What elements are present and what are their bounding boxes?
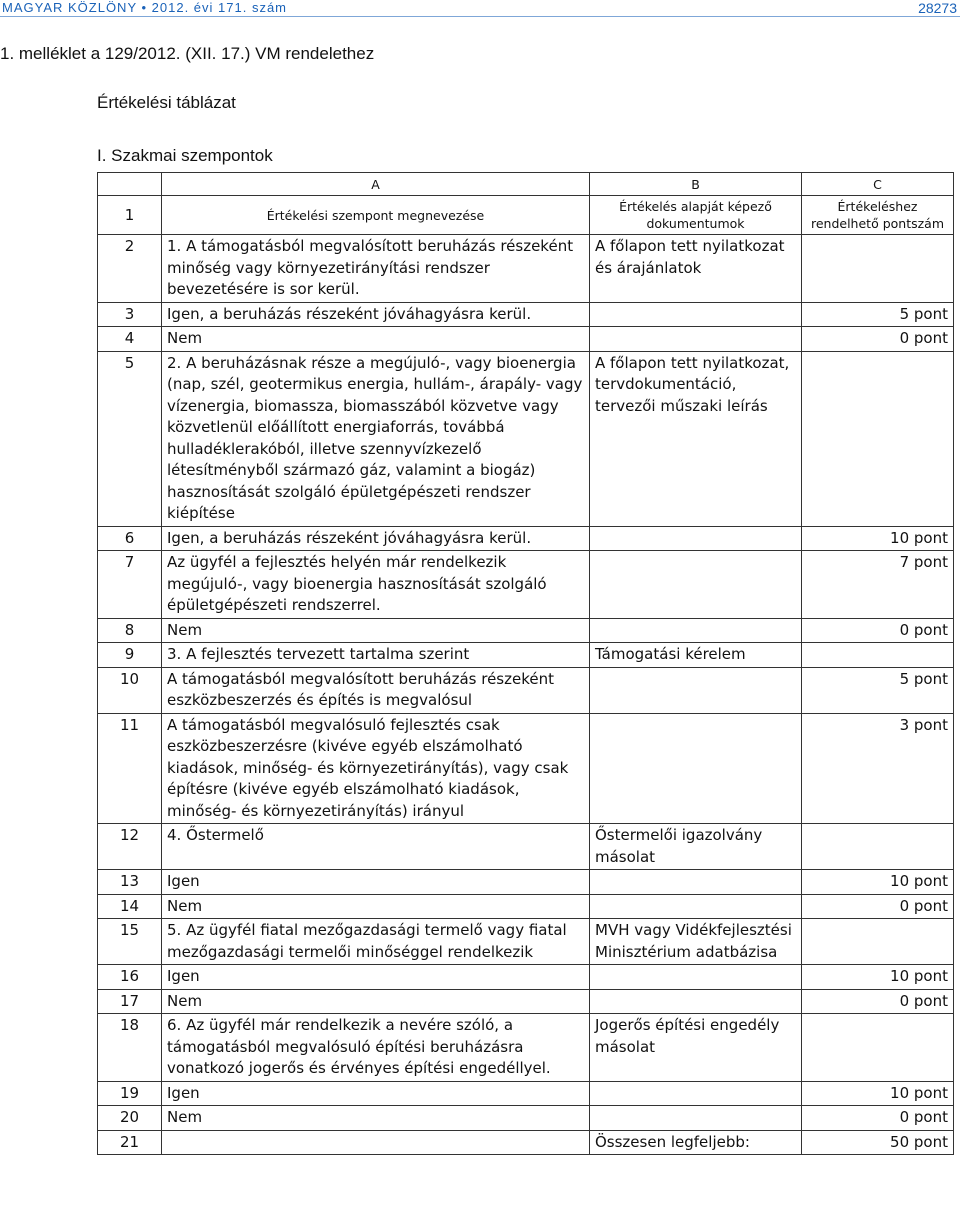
score-cell: [802, 235, 954, 303]
row-number: 10: [98, 667, 162, 713]
header-documents: Értékelés alapját képező dokumentumok: [590, 196, 802, 235]
documents-cell: A főlapon tett nyilatkozat, tervdokumentáció, tervezői műszaki leírás: [590, 351, 802, 526]
score-cell: 10 pont: [802, 870, 954, 895]
row-number: 2: [98, 235, 162, 303]
criterion-cell: 4. Őstermelő: [162, 824, 590, 870]
documents-cell: [590, 618, 802, 643]
table-row: [98, 1106, 954, 1131]
score-cell: [802, 824, 954, 870]
row-number: 16: [98, 965, 162, 990]
score-cell: 0 pont: [802, 618, 954, 643]
table-row: [98, 551, 954, 619]
documents-cell: Támogatási kérelem: [590, 643, 802, 668]
criterion-cell: [162, 1130, 590, 1155]
page-number: 28273: [918, 0, 957, 16]
table-row: [98, 965, 954, 990]
table-row: [98, 989, 954, 1014]
table-row: [98, 824, 954, 870]
row-number: 3: [98, 302, 162, 327]
score-cell: 0 pont: [802, 894, 954, 919]
column-letter-row: [98, 173, 954, 196]
header-criterion: Értékelési szempont megnevezése: [162, 196, 590, 235]
documents-cell: A főlapon tett nyilatkozat és árajánlatok: [590, 235, 802, 303]
table-row: [98, 919, 954, 965]
documents-cell: Őstermelői igazolvány másolat: [590, 824, 802, 870]
score-cell: 7 pont: [802, 551, 954, 619]
documents-cell: [590, 302, 802, 327]
criterion-cell: Igen, a beruházás részeként jóváhagyásra kerül.: [162, 526, 590, 551]
documents-cell: Összesen legfeljebb:: [590, 1130, 802, 1155]
row-number: 19: [98, 1081, 162, 1106]
row-number: 18: [98, 1014, 162, 1082]
score-cell: 5 pont: [802, 667, 954, 713]
score-cell: 10 pont: [802, 526, 954, 551]
criterion-cell: A támogatásból megvalósuló fejlesztés csak eszközbeszerzésre (kivéve egyéb elszámolható kiadások, minőség- és környezetirányítás), vagy csak építésre (kivéve egyéb elszámolható kiadások, minőség- és környezetirányítás) irányul: [162, 713, 590, 824]
row-number: 4: [98, 327, 162, 352]
table-row: [98, 302, 954, 327]
criterion-cell: Igen: [162, 1081, 590, 1106]
table-row: [98, 870, 954, 895]
criterion-cell: 1. A támogatásból megvalósított beruházás részeként minőség vagy környezetirányítási rendszer bevezetésére is sor kerül.: [162, 235, 590, 303]
score-cell: [802, 919, 954, 965]
row-number: 14: [98, 894, 162, 919]
column-letter-a: A: [162, 173, 590, 196]
criterion-cell: Nem: [162, 1106, 590, 1131]
page-header: [0, 0, 960, 14]
documents-cell: [590, 989, 802, 1014]
table-row: [98, 351, 954, 526]
criterion-cell: Nem: [162, 989, 590, 1014]
documents-cell: [590, 1106, 802, 1131]
empty-corner-cell: [98, 173, 162, 196]
criterion-cell: Igen, a beruházás részeként jóváhagyásra kerül.: [162, 302, 590, 327]
criterion-cell: 6. Az ügyfél már rendelkezik a nevére szóló, a támogatásból megvalósuló építési beruházásra vonatkozó jogerős és érvényes építési engedéllyel.: [162, 1014, 590, 1082]
evaluation-table: [97, 172, 954, 1155]
documents-cell: [590, 327, 802, 352]
documents-cell: Jogerős építési engedély másolat: [590, 1014, 802, 1082]
score-cell: 0 pont: [802, 1106, 954, 1131]
row-number: 1: [98, 196, 162, 235]
documents-cell: [590, 526, 802, 551]
header-score: Értékeléshez rendelhető pontszám: [802, 196, 954, 235]
score-cell: 0 pont: [802, 327, 954, 352]
documents-cell: [590, 894, 802, 919]
column-header-row: [98, 196, 954, 235]
score-cell: 5 pont: [802, 302, 954, 327]
row-number: 9: [98, 643, 162, 668]
row-number: 7: [98, 551, 162, 619]
criterion-cell: 2. A beruházásnak része a megújuló-, vagy bioenergia (nap, szél, geotermikus energia, hullám-, árapály- vagy vízenergia, biomassza, biomasszából közvetve vagy közvetlenül előállított energiaforrás, továbbá hulladéklerakóból, illetve szennyvízkezelő létesítményből származó gáz, valamint a biogáz) hasznosítását szolgáló épületgépészeti rendszer kiépítése: [162, 351, 590, 526]
criterion-cell: 3. A fejlesztés tervezett tartalma szerint: [162, 643, 590, 668]
table-row: [98, 235, 954, 303]
table-row: [98, 526, 954, 551]
table-row: [98, 1014, 954, 1082]
documents-cell: [590, 870, 802, 895]
score-cell: [802, 643, 954, 668]
table-row: [98, 643, 954, 668]
header-rule: [0, 16, 960, 17]
documents-cell: [590, 551, 802, 619]
score-cell: 3 pont: [802, 713, 954, 824]
criterion-cell: A támogatásból megvalósított beruházás részeként eszközbeszerzés és építés is megvalósul: [162, 667, 590, 713]
criterion-cell: Nem: [162, 894, 590, 919]
document-title: Értékelési táblázat: [97, 93, 236, 112]
table-row: [98, 1081, 954, 1106]
row-number: 8: [98, 618, 162, 643]
table-row: [98, 713, 954, 824]
criterion-cell: Az ügyfél a fejlesztés helyén már rendelkezik megújuló-, vagy bioenergia hasznosítását szolgáló épületgépészeti rendszerrel.: [162, 551, 590, 619]
documents-cell: [590, 713, 802, 824]
criterion-cell: Nem: [162, 327, 590, 352]
row-number: 11: [98, 713, 162, 824]
score-cell: 10 pont: [802, 965, 954, 990]
criterion-cell: Nem: [162, 618, 590, 643]
score-cell: [802, 351, 954, 526]
score-cell: 50 pont: [802, 1130, 954, 1155]
score-cell: 0 pont: [802, 989, 954, 1014]
score-cell: [802, 1014, 954, 1082]
score-cell: 10 pont: [802, 1081, 954, 1106]
criterion-cell: 5. Az ügyfél fiatal mezőgazdasági termelő vagy fiatal mezőgazdasági termelői minőséggel rendelkezik: [162, 919, 590, 965]
documents-cell: [590, 1081, 802, 1106]
row-number: 12: [98, 824, 162, 870]
table-row: [98, 1130, 954, 1155]
documents-cell: [590, 667, 802, 713]
row-number: 15: [98, 919, 162, 965]
table-row: [98, 327, 954, 352]
column-letter-c: C: [802, 173, 954, 196]
row-number: 5: [98, 351, 162, 526]
criterion-cell: Igen: [162, 870, 590, 895]
row-number: 13: [98, 870, 162, 895]
annex-title: 1. melléklet a 129/2012. (XII. 17.) VM rendelethez: [0, 44, 375, 63]
section-title: I. Szakmai szempontok: [97, 146, 273, 165]
documents-cell: [590, 965, 802, 990]
column-letter-b: B: [590, 173, 802, 196]
publication-name: MAGYAR KÖZLÖNY • 2012. évi 171. szám: [2, 0, 287, 15]
row-number: 21: [98, 1130, 162, 1155]
row-number: 20: [98, 1106, 162, 1131]
table-row: [98, 894, 954, 919]
documents-cell: MVH vagy Vidékfejlesztési Minisztérium adatbázisa: [590, 919, 802, 965]
row-number: 17: [98, 989, 162, 1014]
criterion-cell: Igen: [162, 965, 590, 990]
row-number: 6: [98, 526, 162, 551]
table-row: [98, 618, 954, 643]
table-row: [98, 667, 954, 713]
